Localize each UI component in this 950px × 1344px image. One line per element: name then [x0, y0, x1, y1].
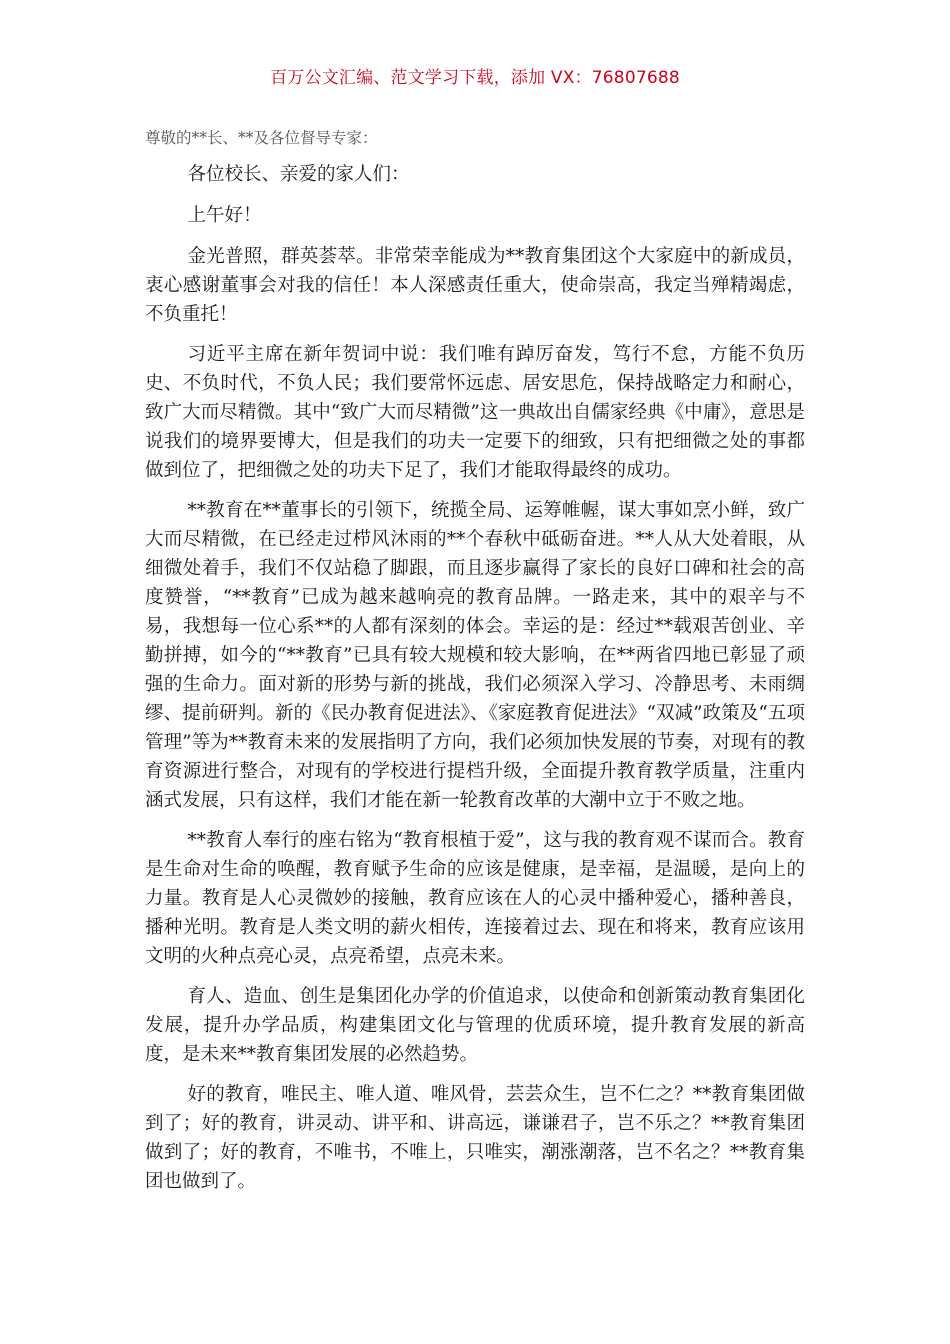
paragraph-2: 习近平主席在新年贺词中说：我们唯有踔厉奋发，笃行不怠，方能不负历史、不负时代，不负人民；我们要常怀远虑、居安思危，保持战略定力和耐心，致广大而尽精微。其中“致广大而尽精微”这一典故出自儒家经典《中庸》，意思是说我们的境界要博大，但是我们的功夫一定要下的细致，只有把细微之处的事都做到位了，把细微之处的功夫下足了，我们才能取得最终的成功。 — [145, 344, 805, 481]
greeting: 上午好！ — [187, 205, 262, 226]
document-body — [145, 124, 805, 1207]
download-banner: 百万公文汇编、范文学习下载，添加 VX：76807688 — [270, 68, 680, 88]
paragraph-1: 金光普照，群英荟萃。非常荣幸能成为**教育集团这个大家庭中的新成员，衷心感谢董事会对我的信任！本人深感责任重大，使命崇高，我定当殚精竭虑，不负重托！ — [145, 246, 805, 325]
salutation-secondary: 各位校长、亲爱的家人们： — [187, 164, 410, 185]
paragraph-4: **教育人奉行的座右铭为“教育根植于爱”，这与我的教育观不谋而合。教育是生命对生命的唤醒，教育赋予生命的应该是健康，是幸福，是温暖，是向上的力量。教育是人心灵微妙的接触，教育应该在人的心灵中播种爱心，播种善良，播种光明。教育是人类文明的薪火相传，连接着过去、现在和将来，教育应该用文明的火种点亮心灵，点亮希望，点亮未来。 — [145, 830, 805, 967]
paragraph-5: 育人、造血、创生是集团化办学的价值追求，以使命和创新策动教育集团化发展，提升办学品质，构建集团文化与管理的优质环境，提升教育发展的新高度，是未来**教育集团发展的必然趋势。 — [145, 986, 805, 1065]
paragraph-6: 好的教育，唯民主、唯人道、唯风骨，芸芸众生，岂不仁之？**教育集团做到了；好的教育，讲灵动、讲平和、讲高远，谦谦君子，岂不乐之？**教育集团做到了；好的教育，不唯书，不唯上，只唯实，潮涨潮落，岂不名之？**教育集团也做到了。 — [145, 1084, 805, 1192]
salutation-primary: 尊敬的**长、**及各位督导专家： — [145, 129, 378, 147]
paragraph-3: **教育在**董事长的引领下，统揽全局、运筹帷幄，谋大事如烹小鲜，致广大而尽精微，在已经走过栉风沐雨的**个春秋中砥砺奋进。**人从大处着眼，从细微处着手，我们不仅站稳了脚跟，而且逐步赢得了家长的良好口碑和社会的高度赞誉，“**教育”已成为越来越响亮的教育品牌。一路走来，其中的艰辛与不易，我想每一位心系**的人都有深刻的体会。幸运的是：经过**载艰苦创业、辛勤拼搏，如今的“**教育”已具有较大规模和较大影响，在**两省四地已彰显了顽强的生命力。面对新的形势与新的挑战，我们必须深入学习、冷静思考、未雨绸缪、提前研判。新的《民办教育促进法》、《家庭教育促进法》“双减”政策及“五项管理”等为**教育未来的发展指明了方向，我们必须加快发展的节奏，对现有的教育资源进行整合，对现有的学校进行提档升级，全面提升教育教学质量，注重内涵式发展，只有这样，我们才能在新一轮教育改革的大潮中立于不败之地。 — [145, 500, 805, 811]
